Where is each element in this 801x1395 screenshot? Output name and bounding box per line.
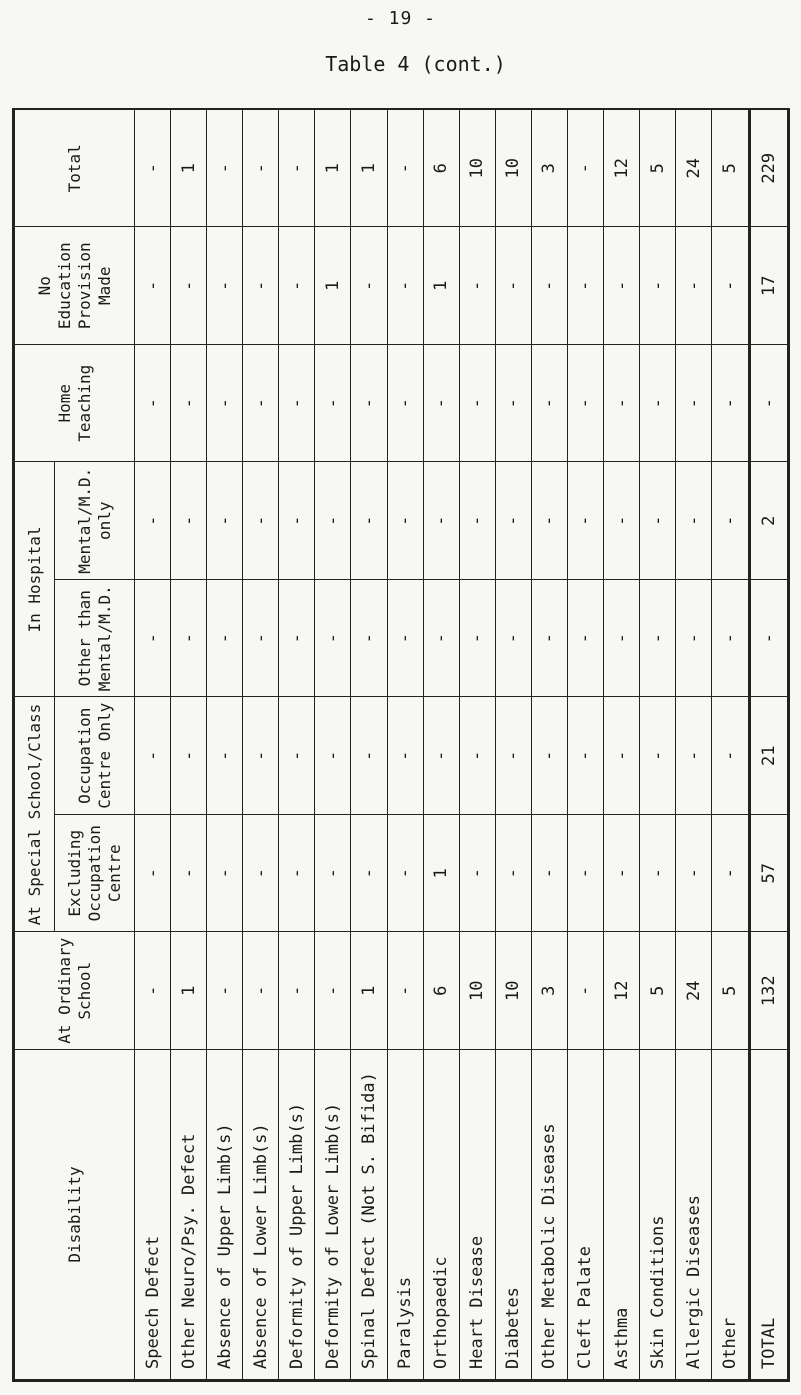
header-hospital-group: In Hospital bbox=[15, 462, 55, 697]
hospital-other-cell: - bbox=[750, 580, 788, 698]
statistics-table-frame bbox=[12, 108, 790, 1382]
hospital-other-cell: - bbox=[423, 580, 459, 698]
hospital-mental-cell: - bbox=[531, 462, 567, 580]
hospital-mental-cell: - bbox=[207, 462, 243, 580]
table-row bbox=[351, 110, 387, 1380]
disability-cell: Heart Disease bbox=[459, 1050, 495, 1380]
header-occupation-centre-only: Occupation Centre Only bbox=[55, 697, 135, 815]
hospital-other-cell: - bbox=[531, 580, 567, 698]
hospital-mental-cell: - bbox=[387, 462, 423, 580]
total-cell: 10 bbox=[459, 110, 495, 228]
table-row bbox=[459, 110, 495, 1380]
total-cell: 6 bbox=[423, 110, 459, 228]
table-row bbox=[387, 110, 423, 1380]
header-home-teaching: Home Teaching bbox=[15, 345, 135, 463]
header-hospital-mental: Mental/M.D. only bbox=[55, 462, 135, 580]
table-row bbox=[171, 110, 207, 1380]
ordinary-school-cell: - bbox=[135, 932, 171, 1050]
special-excluding-cell: - bbox=[171, 815, 207, 933]
page-number: - 19 - bbox=[364, 8, 437, 29]
table-row bbox=[135, 110, 171, 1380]
ordinary-school-cell: 5 bbox=[640, 932, 676, 1050]
home-teaching-cell: - bbox=[135, 345, 171, 463]
header-ordinary-school: At Ordinary School bbox=[15, 932, 135, 1050]
no-provision-cell: - bbox=[712, 227, 750, 345]
disability-cell: Other Metabolic Diseases bbox=[531, 1050, 567, 1380]
table-row bbox=[207, 110, 243, 1380]
header-no-provision: No Education Provision Made bbox=[15, 227, 135, 345]
hospital-other-cell: - bbox=[243, 580, 279, 698]
total-cell: 1 bbox=[315, 110, 351, 228]
home-teaching-cell: - bbox=[712, 345, 750, 463]
hospital-other-cell: - bbox=[604, 580, 640, 698]
ordinary-school-cell: 12 bbox=[604, 932, 640, 1050]
table-row bbox=[567, 110, 603, 1380]
table-row bbox=[243, 110, 279, 1380]
total-cell: 229 bbox=[750, 110, 788, 228]
ordinary-school-cell: - bbox=[207, 932, 243, 1050]
disability-cell: Deformity of Upper Limb(s) bbox=[279, 1050, 315, 1380]
home-teaching-cell: - bbox=[315, 345, 351, 463]
home-teaching-cell: - bbox=[171, 345, 207, 463]
hospital-mental-cell: - bbox=[279, 462, 315, 580]
disability-cell: TOTAL bbox=[750, 1050, 788, 1380]
total-cell: 5 bbox=[640, 110, 676, 228]
disability-cell: Absence of Upper Limb(s) bbox=[207, 1050, 243, 1380]
hospital-other-cell: - bbox=[640, 580, 676, 698]
home-teaching-cell: - bbox=[495, 345, 531, 463]
disability-cell: Orthopaedic bbox=[423, 1050, 459, 1380]
no-provision-cell: - bbox=[640, 227, 676, 345]
special-excluding-cell: - bbox=[640, 815, 676, 933]
occupation-centre-cell: - bbox=[604, 697, 640, 815]
special-excluding-cell: 57 bbox=[750, 815, 788, 933]
occupation-centre-cell: - bbox=[423, 697, 459, 815]
total-cell: 5 bbox=[712, 110, 750, 228]
table-row bbox=[279, 110, 315, 1380]
header-disability: Disability bbox=[15, 1050, 135, 1380]
special-excluding-cell: - bbox=[531, 815, 567, 933]
occupation-centre-cell: - bbox=[279, 697, 315, 815]
hospital-mental-cell: 2 bbox=[750, 462, 788, 580]
special-excluding-cell: - bbox=[459, 815, 495, 933]
table-row bbox=[495, 110, 531, 1380]
table-row bbox=[640, 110, 676, 1380]
disability-cell: Paralysis bbox=[387, 1050, 423, 1380]
ordinary-school-cell: - bbox=[567, 932, 603, 1050]
special-excluding-cell: - bbox=[495, 815, 531, 933]
total-cell: 1 bbox=[171, 110, 207, 228]
no-provision-cell: - bbox=[531, 227, 567, 345]
hospital-other-cell: - bbox=[676, 580, 712, 698]
hospital-mental-cell: - bbox=[243, 462, 279, 580]
disability-education-table bbox=[14, 109, 788, 1380]
ordinary-school-cell: - bbox=[279, 932, 315, 1050]
home-teaching-cell: - bbox=[279, 345, 315, 463]
occupation-centre-cell: - bbox=[567, 697, 603, 815]
home-teaching-cell: - bbox=[423, 345, 459, 463]
disability-cell: Spinal Defect (Not S. Bifida) bbox=[351, 1050, 387, 1380]
special-excluding-cell: 1 bbox=[423, 815, 459, 933]
hospital-mental-cell: - bbox=[495, 462, 531, 580]
table-row bbox=[531, 110, 567, 1380]
occupation-centre-cell: - bbox=[387, 697, 423, 815]
hospital-other-cell: - bbox=[135, 580, 171, 698]
hospital-mental-cell: - bbox=[351, 462, 387, 580]
ordinary-school-cell: - bbox=[387, 932, 423, 1050]
total-cell: - bbox=[207, 110, 243, 228]
special-excluding-cell: - bbox=[243, 815, 279, 933]
no-provision-cell: - bbox=[351, 227, 387, 345]
special-excluding-cell: - bbox=[207, 815, 243, 933]
home-teaching-cell: - bbox=[459, 345, 495, 463]
header-special-excluding-occupation: Excluding Occupation Centre bbox=[55, 815, 135, 933]
total-cell: 24 bbox=[676, 110, 712, 228]
home-teaching-cell: - bbox=[351, 345, 387, 463]
ordinary-school-cell: 5 bbox=[712, 932, 750, 1050]
special-excluding-cell: - bbox=[676, 815, 712, 933]
home-teaching-cell: - bbox=[750, 345, 788, 463]
occupation-centre-cell: - bbox=[640, 697, 676, 815]
hospital-mental-cell: - bbox=[315, 462, 351, 580]
disability-cell: Other Neuro/Psy. Defect bbox=[171, 1050, 207, 1380]
home-teaching-cell: - bbox=[207, 345, 243, 463]
hospital-other-cell: - bbox=[207, 580, 243, 698]
disability-cell: Speech Defect bbox=[135, 1050, 171, 1380]
header-hospital-other: Other than Mental/M.D. bbox=[55, 580, 135, 698]
hospital-mental-cell: - bbox=[171, 462, 207, 580]
special-excluding-cell: - bbox=[712, 815, 750, 933]
disability-cell: Allergic Diseases bbox=[676, 1050, 712, 1380]
hospital-mental-cell: - bbox=[567, 462, 603, 580]
disability-cell: Absence of Lower Limb(s) bbox=[243, 1050, 279, 1380]
hospital-other-cell: - bbox=[315, 580, 351, 698]
occupation-centre-cell: - bbox=[315, 697, 351, 815]
no-provision-cell: - bbox=[207, 227, 243, 345]
header-special-school-group: At Special School/Class bbox=[15, 697, 55, 932]
home-teaching-cell: - bbox=[604, 345, 640, 463]
table-row bbox=[712, 110, 750, 1380]
no-provision-cell: - bbox=[171, 227, 207, 345]
no-provision-cell: - bbox=[279, 227, 315, 345]
table-row bbox=[676, 110, 712, 1380]
hospital-mental-cell: - bbox=[135, 462, 171, 580]
home-teaching-cell: - bbox=[640, 345, 676, 463]
ordinary-school-cell: 10 bbox=[495, 932, 531, 1050]
disability-cell: Skin Conditions bbox=[640, 1050, 676, 1380]
table-row bbox=[604, 110, 640, 1380]
hospital-other-cell: - bbox=[351, 580, 387, 698]
total-cell: - bbox=[135, 110, 171, 228]
occupation-centre-cell: - bbox=[243, 697, 279, 815]
hospital-other-cell: - bbox=[567, 580, 603, 698]
header-total: Total bbox=[15, 110, 135, 228]
hospital-mental-cell: - bbox=[640, 462, 676, 580]
special-excluding-cell: - bbox=[279, 815, 315, 933]
special-excluding-cell: - bbox=[604, 815, 640, 933]
total-cell: 10 bbox=[495, 110, 531, 228]
table-row bbox=[315, 110, 351, 1380]
ordinary-school-cell: 3 bbox=[531, 932, 567, 1050]
occupation-centre-cell: - bbox=[712, 697, 750, 815]
ordinary-school-cell: - bbox=[243, 932, 279, 1050]
total-cell: 12 bbox=[604, 110, 640, 228]
special-excluding-cell: - bbox=[315, 815, 351, 933]
ordinary-school-cell: - bbox=[315, 932, 351, 1050]
no-provision-cell: - bbox=[135, 227, 171, 345]
occupation-centre-cell: - bbox=[207, 697, 243, 815]
ordinary-school-cell: 10 bbox=[459, 932, 495, 1050]
total-cell: 3 bbox=[531, 110, 567, 228]
no-provision-cell: 17 bbox=[750, 227, 788, 345]
ordinary-school-cell: 1 bbox=[351, 932, 387, 1050]
no-provision-cell: - bbox=[604, 227, 640, 345]
no-provision-cell: - bbox=[459, 227, 495, 345]
special-excluding-cell: - bbox=[567, 815, 603, 933]
table-title: Table 4 (cont.) bbox=[325, 52, 506, 76]
ordinary-school-cell: 132 bbox=[750, 932, 788, 1050]
special-excluding-cell: - bbox=[351, 815, 387, 933]
occupation-centre-cell: 21 bbox=[750, 697, 788, 815]
occupation-centre-cell: - bbox=[135, 697, 171, 815]
total-cell: - bbox=[243, 110, 279, 228]
occupation-centre-cell: - bbox=[495, 697, 531, 815]
ordinary-school-cell: 24 bbox=[676, 932, 712, 1050]
hospital-mental-cell: - bbox=[676, 462, 712, 580]
total-row bbox=[750, 110, 788, 1380]
no-provision-cell: - bbox=[676, 227, 712, 345]
hospital-other-cell: - bbox=[459, 580, 495, 698]
no-provision-cell: - bbox=[567, 227, 603, 345]
disability-cell: Asthma bbox=[604, 1050, 640, 1380]
home-teaching-cell: - bbox=[567, 345, 603, 463]
hospital-other-cell: - bbox=[387, 580, 423, 698]
hospital-mental-cell: - bbox=[712, 462, 750, 580]
disability-cell: Other bbox=[712, 1050, 750, 1380]
occupation-centre-cell: - bbox=[459, 697, 495, 815]
home-teaching-cell: - bbox=[676, 345, 712, 463]
occupation-centre-cell: - bbox=[171, 697, 207, 815]
hospital-other-cell: - bbox=[712, 580, 750, 698]
home-teaching-cell: - bbox=[531, 345, 567, 463]
hospital-other-cell: - bbox=[279, 580, 315, 698]
no-provision-cell: 1 bbox=[423, 227, 459, 345]
occupation-centre-cell: - bbox=[351, 697, 387, 815]
no-provision-cell: 1 bbox=[315, 227, 351, 345]
hospital-mental-cell: - bbox=[459, 462, 495, 580]
total-cell: 1 bbox=[351, 110, 387, 228]
special-excluding-cell: - bbox=[387, 815, 423, 933]
no-provision-cell: - bbox=[243, 227, 279, 345]
no-provision-cell: - bbox=[387, 227, 423, 345]
table-row bbox=[423, 110, 459, 1380]
hospital-mental-cell: - bbox=[604, 462, 640, 580]
occupation-centre-cell: - bbox=[676, 697, 712, 815]
table-body bbox=[135, 110, 788, 1380]
ordinary-school-cell: 6 bbox=[423, 932, 459, 1050]
disability-cell: Deformity of Lower Limb(s) bbox=[315, 1050, 351, 1380]
disability-cell: Cleft Palate bbox=[567, 1050, 603, 1380]
hospital-other-cell: - bbox=[495, 580, 531, 698]
special-excluding-cell: - bbox=[135, 815, 171, 933]
hospital-mental-cell: - bbox=[423, 462, 459, 580]
rotated-table-container bbox=[14, 110, 788, 1380]
total-cell: - bbox=[279, 110, 315, 228]
hospital-other-cell: - bbox=[171, 580, 207, 698]
ordinary-school-cell: 1 bbox=[171, 932, 207, 1050]
total-cell: - bbox=[567, 110, 603, 228]
total-cell: - bbox=[387, 110, 423, 228]
home-teaching-cell: - bbox=[387, 345, 423, 463]
occupation-centre-cell: - bbox=[531, 697, 567, 815]
no-provision-cell: - bbox=[495, 227, 531, 345]
disability-cell: Diabetes bbox=[495, 1050, 531, 1380]
home-teaching-cell: - bbox=[243, 345, 279, 463]
